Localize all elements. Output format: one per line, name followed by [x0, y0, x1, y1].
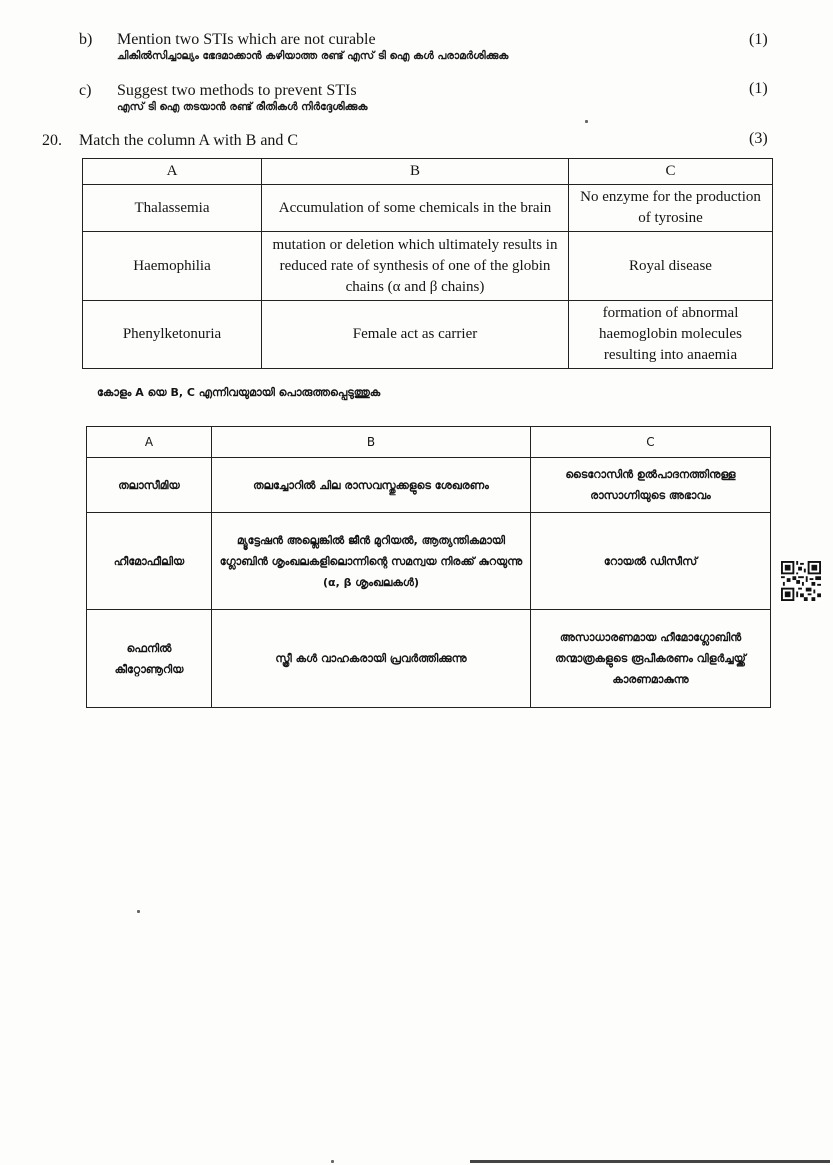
qr-code-icon	[781, 560, 821, 602]
table-row	[83, 185, 773, 232]
table-cell: തലച്ചോറിൽ ചില രാസവസ്തുക്കളുടെ ശേഖരണം	[212, 458, 531, 513]
table-cell: mutation or deletion which ultimately results in reduced rate of synthesis of one of the globin chains (α and β chains)	[262, 232, 569, 301]
table-cell: സ്ത്രീ കൾ വാഹകരായി പ്രവർത്തിക്കുന്നു	[212, 610, 531, 708]
scan-speck	[137, 910, 140, 913]
column-c-header: C	[531, 427, 771, 458]
question-20-text: Match the column A with B and C	[79, 132, 299, 149]
table-cell: റോയൽ ഡിസീസ്	[531, 513, 771, 610]
table-cell: Phenylketonuria	[83, 301, 262, 369]
scan-speck	[585, 120, 588, 123]
question-c-marks: (1)	[749, 80, 768, 97]
table-cell: Thalassemia	[83, 185, 262, 232]
english-match-table	[82, 158, 773, 369]
question-b-marks: (1)	[749, 31, 768, 48]
table-cell: Royal disease	[569, 232, 773, 301]
table-row	[87, 610, 771, 708]
table-cell: No enzyme for the production of tyrosine	[569, 185, 773, 232]
table-cell: തലാസീമിയ	[87, 458, 212, 513]
column-b-header: B	[212, 427, 531, 458]
table-cell: ഫെനിൽ കീറ്റോണൂറിയ	[87, 610, 212, 708]
table-header-row	[83, 159, 773, 185]
table-row	[83, 301, 773, 369]
question-c-translation: എസ് ടി ഐ തടയാൻ രണ്ട് രീതികൾ നിർദ്ദേശിക്കുക	[117, 101, 368, 113]
table-cell: Accumulation of some chemicals in the brain	[262, 185, 569, 232]
table-row	[87, 458, 771, 513]
table-row	[87, 513, 771, 610]
column-b-header: B	[262, 159, 569, 185]
question-c-text: Suggest two methods to prevent STIs	[117, 82, 357, 99]
table-cell: Female act as carrier	[262, 301, 569, 369]
table-cell: മ്യൂട്ടേഷൻ അല്ലെങ്കിൽ ജീൻ മുറിയൽ, ആത്യന്തികമായി ഗ്ലോബിൻ ശൃംഖലകളിലൊന്നിന്റെ സമന്വയ നിരക്ക് കുറയുന്നു (α, β ശൃംഖലകൾ)	[212, 513, 531, 610]
table-cell: അസാധാരണമായ ഹീമോഗ്ലോബിൻ തന്മാത്രകളുടെ രൂപീകരണം വിളർച്ചയ്ക്ക് കാരണമാകുന്നു	[531, 610, 771, 708]
table-row	[83, 232, 773, 301]
malayalam-instruction: കോളം A യെ B, C എന്നിവയുമായി പൊരുത്തപ്പെടുത്തുക	[97, 386, 381, 399]
column-a-header: A	[87, 427, 212, 458]
column-a-header: A	[83, 159, 262, 185]
table-cell: Haemophilia	[83, 232, 262, 301]
table-cell: formation of abnormal haemoglobin molecules resulting into anaemia	[569, 301, 773, 369]
table-cell: ഹീമോഫീലിയ	[87, 513, 212, 610]
question-20-number: 20.	[42, 132, 62, 149]
question-c-label: c)	[79, 82, 92, 99]
table-header-row	[87, 427, 771, 458]
column-c-header: C	[569, 159, 773, 185]
table-cell: ടൈറോസിൻ ഉൽപാദനത്തിനുള്ള രാസാഗ്നിയുടെ അഭാവം	[531, 458, 771, 513]
question-b-translation: ചികിൽസിച്ചാല്യം ഭേദമാക്കാൻ കഴിയാത്ത രണ്ട് എസ് ടി ഐ കൾ പരാമർശിക്കുക	[117, 50, 509, 62]
question-b-text: Mention two STIs which are not curable	[117, 31, 376, 48]
scan-speck	[331, 1160, 334, 1163]
question-b-label: b)	[79, 31, 93, 48]
scan-edge-line	[470, 1160, 830, 1163]
question-20-marks: (3)	[749, 130, 768, 147]
malayalam-match-table	[86, 426, 771, 708]
